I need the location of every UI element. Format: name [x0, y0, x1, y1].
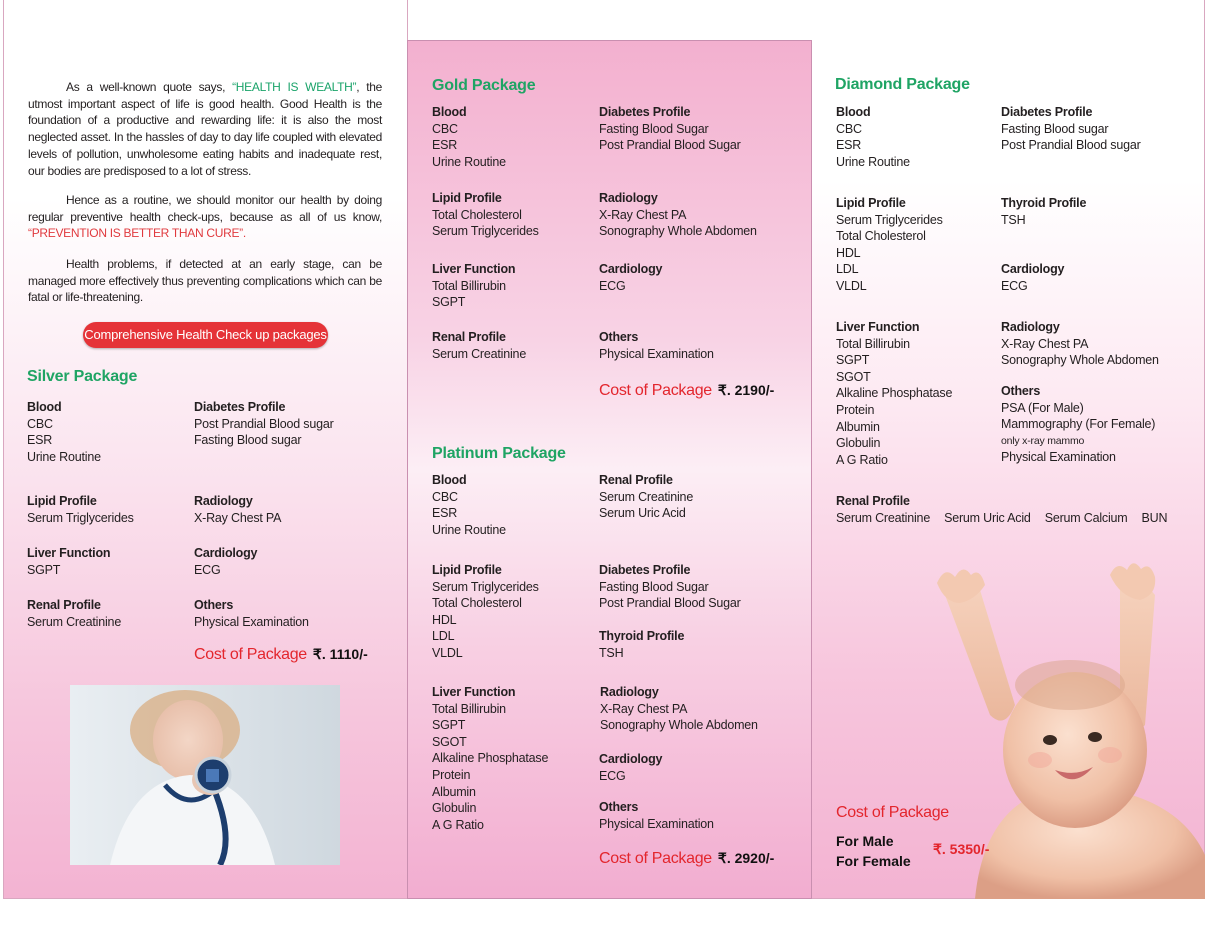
intro-paragraph-1: As a well-known quote says, “HEALTH IS WEALTH”, the utmost important aspect of life is good health. Good Health is the foundation of a productive and rewarding life: it is also the most neglected asset. In the hassles of day to day life coupled with elevated levels of pollution, unwholesome eating habits and inadequate rest, our bodies are predisposed to a lot of stress.: [28, 80, 382, 178]
diamond-cost: ₹. 5350/-: [933, 841, 990, 857]
silver-liver-group: Liver Function SGPT: [27, 546, 111, 577]
silver-diabetes-group: Diabetes Profile Post Prandial Blood sugar Fasting Blood sugar: [194, 400, 334, 448]
silver-radiology-group: Radiology X-Ray Chest PA: [194, 494, 282, 525]
intro-paragraph-2: Hence as a routine, we should monitor our health by doing regular preventive health check-ups, because as all of us know, “PREVENTION IS BETTER THAN CURE”.: [28, 193, 382, 241]
gold-radiology-group: Radiology X-Ray Chest PA Sonography Whole Abdomen: [599, 191, 757, 239]
diamond-liver-group: Liver Function Total Billirubin SGPT SGOT Alkaline Phosphatase Protein Albumin Globulin A G Ratio: [836, 320, 953, 467]
platinum-package-title: Platinum Package: [432, 445, 566, 462]
silver-renal-group: Renal Profile Serum Creatinine: [27, 598, 122, 629]
diamond-cardiology-group: Cardiology ECG: [1001, 262, 1065, 293]
prevention-quote: “PREVENTION IS BETTER THAN CURE”.: [28, 226, 246, 241]
platinum-lipid-group: Lipid Profile Serum Triglycerides Total Cholesterol HDL LDL VLDL: [432, 563, 539, 660]
platinum-others-group: Others Physical Examination: [599, 800, 714, 831]
silver-cost: Cost of Package ₹. 1110/-: [194, 646, 368, 663]
silver-blood-group: Blood CBC ESR Urine Routine: [27, 400, 101, 464]
gold-blood-group: Blood CBC ESR Urine Routine: [432, 105, 506, 169]
platinum-radiology-group: Radiology X-Ray Chest PA Sonography Whole Abdomen: [600, 685, 758, 733]
doctor-stethoscope-image: [70, 685, 340, 865]
diamond-diabetes-group: Diabetes Profile Fasting Blood sugar Post Prandial Blood sugar: [1001, 105, 1141, 153]
silver-cardiology-group: Cardiology ECG: [194, 546, 258, 577]
platinum-cost: Cost of Package ₹. 2920/-: [599, 850, 775, 867]
diamond-lipid-group: Lipid Profile Serum Triglycerides Total Cholesterol HDL LDL VLDL: [836, 196, 943, 293]
gold-cost: Cost of Package ₹. 2190/-: [599, 382, 775, 399]
platinum-blood-group: Blood CBC ESR Urine Routine: [432, 473, 506, 537]
platinum-diabetes-group: Diabetes Profile Fasting Blood Sugar Post Prandial Blood Sugar: [599, 563, 741, 611]
gold-cardiology-group: Cardiology ECG: [599, 262, 663, 293]
intro-paragraph-3: Health problems, if detected at an early stage, can be managed more effectively thus preventing complications which can be fatal or life-threatening.: [28, 257, 382, 305]
gold-others-group: Others Physical Examination: [599, 330, 714, 361]
diamond-package-title: Diamond Package: [835, 76, 970, 93]
diamond-cost-label: Cost of Package: [836, 804, 949, 821]
gold-renal-group: Renal Profile Serum Creatinine: [432, 330, 527, 361]
diamond-radiology-group: Radiology X-Ray Chest PA Sonography Whole Abdomen: [1001, 320, 1159, 368]
gold-liver-group: Liver Function Total Billirubin SGPT: [432, 262, 516, 310]
platinum-renal-group: Renal Profile Serum Creatinine Serum Uric Acid: [599, 473, 694, 521]
diamond-renal-group: Renal Profile Serum Creatinine Serum Uric Acid Serum Calcium BUN: [836, 494, 1168, 525]
health-is-wealth-quote: “HEALTH IS WEALTH”: [232, 80, 357, 94]
platinum-thyroid-group: Thyroid Profile TSH: [599, 629, 685, 660]
silver-lipid-group: Lipid Profile Serum Triglycerides: [27, 494, 134, 525]
diamond-blood-group: Blood CBC ESR Urine Routine: [836, 105, 910, 169]
diamond-others-group: Others PSA (For Male) Mammography (For Female) only x-ray mammo Physical Examination: [1001, 384, 1156, 465]
silver-package-title: Silver Package: [27, 368, 138, 385]
comprehensive-packages-button[interactable]: Comprehensive Health Check up packages: [83, 322, 328, 348]
gold-lipid-group: Lipid Profile Total Cholesterol Serum Triglycerides: [432, 191, 539, 239]
diamond-thyroid-group: Thyroid Profile TSH: [1001, 196, 1087, 227]
silver-others-group: Others Physical Examination: [194, 598, 309, 629]
gold-package-title: Gold Package: [432, 77, 536, 94]
gold-diabetes-group: Diabetes Profile Fasting Blood Sugar Post Prandial Blood Sugar: [599, 105, 741, 153]
diamond-gender-labels: For Male For Female: [836, 833, 911, 869]
platinum-liver-group: Liver Function Total Billirubin SGPT SGOT Alkaline Phosphatase Protein Albumin Globulin A G Ratio: [432, 685, 549, 832]
platinum-cardiology-group: Cardiology ECG: [599, 752, 663, 783]
